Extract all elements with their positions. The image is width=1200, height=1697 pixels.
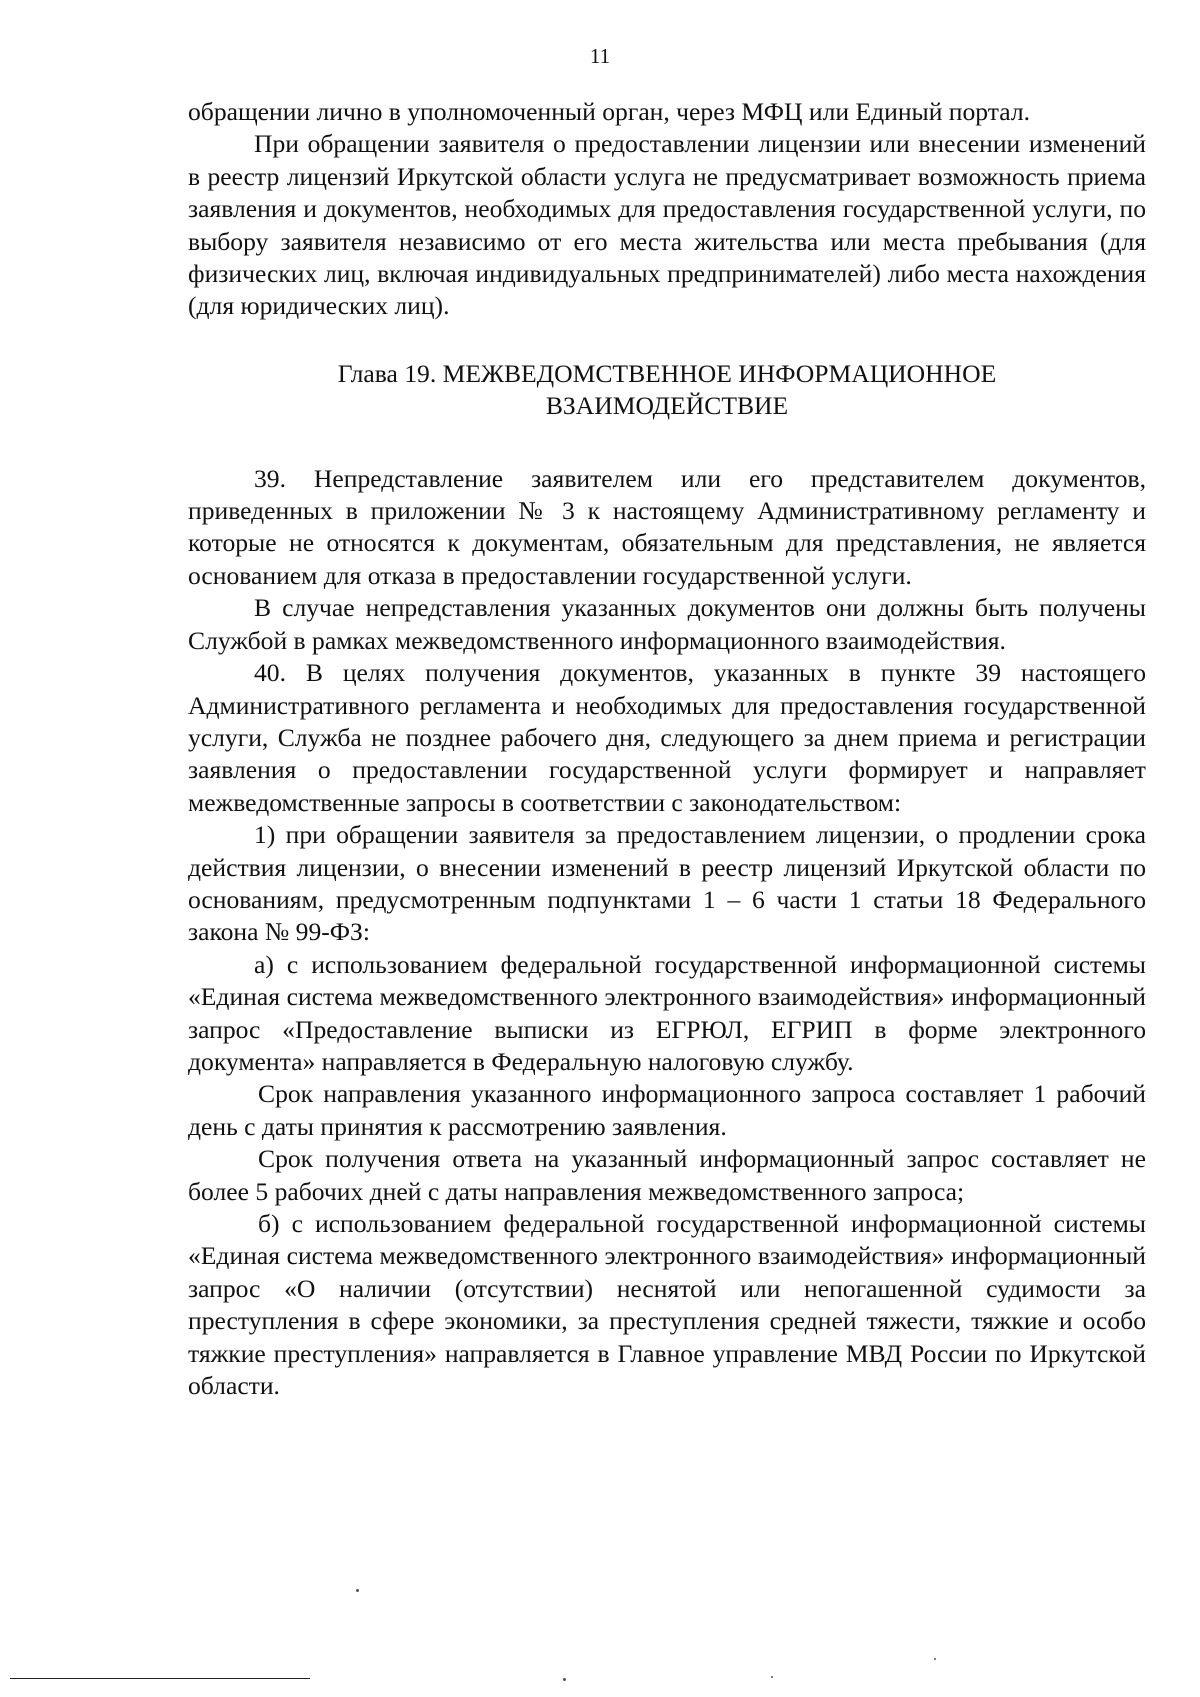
footer-rule — [10, 1678, 310, 1679]
scan-speck — [356, 1589, 359, 1592]
document-body — [188, 96, 1146, 1402]
scan-speck — [934, 1658, 936, 1660]
page-number: 11 — [589, 44, 611, 68]
scan-speck — [563, 1678, 566, 1681]
paragraph-license-request: При обращении заявителя о предоставлении лицензии или внесении изменений в реестр лицензий Иркутской области услуга не предусматривает возможность приема заявления и документов, необходимых для предоставления государственной услуги, по выбору заявителя независимо от его места жительства или места пребывания (для физических лиц, включая индивидуальных предпринимателей) либо места нахождения (для юридических лиц). — [188, 129, 1146, 321]
paragraph-continuation: обращении лично в уполномоченный орган, через МФЦ или Единый портал. — [188, 97, 1031, 126]
paragraph-item-39: 39. Непредставление заявителем или его представителем документов, приведенных в приложении № 3 к настоящему Административному регламенту и которые не относятся к документам, обязательным для представления, не является основанием для отказа в предоставлении государственной услуги. — [188, 463, 1146, 590]
paragraph-subitem-a: а) с использованием федеральной государственной информационной системы «Единая система межведомственного электронного взаимодействия» информационный запрос «Предоставление выписки из ЕГРЮЛ, ЕГРИП в форме электронного документа» направляется в Федеральную налоговую службу. — [188, 949, 1146, 1076]
paragraph-subitem-1: 1) при обращении заявителя за предоставлением лицензии, о продлении срока действия лицензии, о внесении изменений в реестр лицензий Иркутской области по основаниям, предусмотренным подпунктами 1 – 6 части 1 статьи 18 Федерального закона № 99-ФЗ: — [188, 820, 1146, 947]
chapter-heading-line-1: Глава 19. МЕЖВЕДОМСТВЕННОЕ ИНФОРМАЦИОННОЕ — [337, 358, 997, 388]
paragraph-request-deadline: Срок направления указанного информационного запроса составляет 1 рабочий день с даты принятия к рассмотрению заявления. — [188, 1079, 1146, 1141]
paragraph-response-deadline: Срок получения ответа на указанный информационный запрос составляет не более 5 рабочих дней с даты направления межведомственного запроса; — [188, 1144, 1146, 1206]
chapter-heading — [188, 358, 1146, 423]
paragraph-item-40: 40. В целях получения документов, указанных в пункте 39 настоящего Административного регламента и необходимых для предоставления государственной услуги, Служба не позднее рабочего дня, следующего за днем приема и регистрации заявления о предоставлении государственной услуги формирует и направляет межведомственные запросы в соответствии с законодательством: — [188, 658, 1146, 817]
paragraph-subitem-b: б) с использованием федеральной государственной информационной системы «Единая система межведомственного электронного взаимодействия» информационный запрос «О наличии (отсутствии) неснятой или непогашенной судимости за преступления в сфере экономики, за преступления средней тяжести, тяжкие и особо тяжкие преступления» направляется в Главное управление МВД России по Иркутской области. — [188, 1209, 1146, 1401]
chapter-heading-line-2: ВЗАИМОДЕЙСТВИЕ — [545, 391, 789, 421]
scan-speck — [771, 1676, 773, 1678]
paragraph-item-39-note: В случае непредставления указанных документов они должны быть получены Службой в рамках межведомственного информационного взаимодействия. — [188, 593, 1146, 655]
